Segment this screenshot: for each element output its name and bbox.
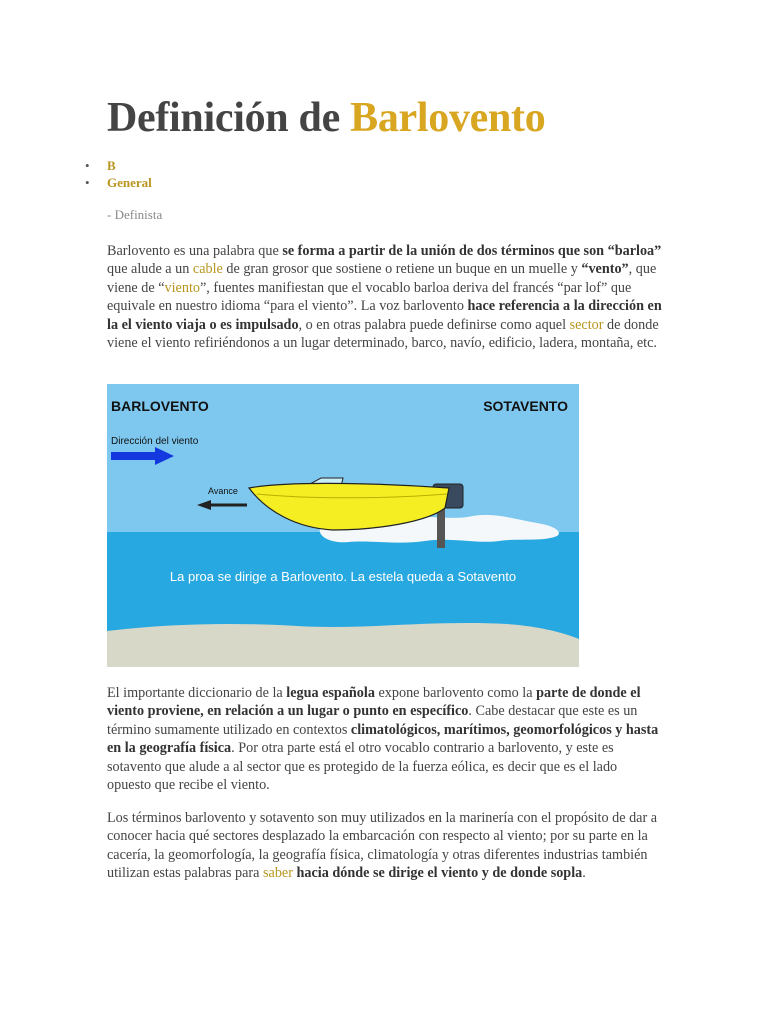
motor-shaft <box>437 508 445 548</box>
title-prefix: Definición de <box>107 95 351 141</box>
advance-label: Avance <box>208 486 238 496</box>
text: que alude a un <box>107 261 193 278</box>
text: . Por otra parte está el otro vocablo contrario a barlovento, y este es sotavento que alude a al sector que es protegido de la fuerza eólica, es decir que es el lado opuesto que recibe el viento. <box>107 740 618 794</box>
figure-caption: La proa se dirige a Barlovento. La estela queda a Sotavento <box>169 569 517 584</box>
bold-text: hacia dónde se dirige el viento y de donde sopla <box>296 865 583 882</box>
text: , o en otras palabra puede definirse como aquel <box>298 316 570 333</box>
barlovento-diagram <box>107 384 579 667</box>
bold-text: hace referencia a la dirección en la el viento viaja o es impulsado <box>107 298 662 333</box>
paragraph-usage <box>107 809 663 883</box>
bold-text: parte de donde el viento proviene, en relación a un lugar o punto en específico <box>107 685 641 720</box>
text: El importante diccionario de la <box>107 685 287 701</box>
link-sector[interactable]: sector <box>569 316 604 333</box>
text: Los términos barlovento y sotavento son muy utilizados en la marinería con el propósito de dar a conocer hacia qué sectores desplazado la embarcación con respecto al viento; por su parte en la cacería, la geomorfología, la geografía física, climatología y otras diferentes industrias también utilizan estas palabras para <box>107 810 658 882</box>
link-cable[interactable]: cable <box>192 261 223 278</box>
text: , que viene de “ <box>107 261 657 296</box>
text: de gran grosor que sostiene o retiene un buque en un muelle y <box>222 261 582 278</box>
text: de donde viene el viento refiriéndonos a un lugar determinado, barco, navío, edificio, ladera, montaña, etc. <box>107 316 659 352</box>
title-highlight: Barlovento <box>350 95 546 141</box>
author-byline: - Definista <box>107 207 163 222</box>
bold-text: “vento” <box>581 261 629 278</box>
category-link-general[interactable]: • General <box>85 174 152 191</box>
link-union[interactable]: unión <box>420 243 456 259</box>
link-viento[interactable]: viento <box>164 279 200 296</box>
bold-text: “barloa” <box>607 243 662 259</box>
bold-text: climatológicos, marítimos, geomorfológicos y hasta en la geografía física <box>107 721 659 757</box>
wind-label: Dirección del viento <box>111 436 199 447</box>
text: . Cabe destacar que este es un término sumamente utilizado en contextos <box>107 703 638 738</box>
category-link-b[interactable]: • B <box>85 157 152 174</box>
text: Barlovento es una palabra que <box>107 243 283 259</box>
paragraph-dictionary <box>107 684 663 794</box>
bold-text: se forma a partir de la <box>282 243 418 259</box>
right-label: SOTAVENTO <box>483 398 568 414</box>
text: expone barlovento como la <box>374 685 537 701</box>
sand <box>107 623 579 667</box>
text: . <box>582 865 586 882</box>
bold-text: de dos términos que son <box>459 243 605 259</box>
paragraph-intro <box>107 242 663 352</box>
text: ”, fuentes manifiestan que el vocablo barloa deriva del francés “par lof” que equivale en nuestro idioma “para el viento”. La voz barlovento <box>107 279 632 315</box>
link-saber[interactable]: saber <box>263 865 293 882</box>
category-list <box>85 157 152 191</box>
bold-text: legua española <box>286 685 375 701</box>
left-label: BARLOVENTO <box>111 398 209 414</box>
page-title <box>107 92 545 144</box>
